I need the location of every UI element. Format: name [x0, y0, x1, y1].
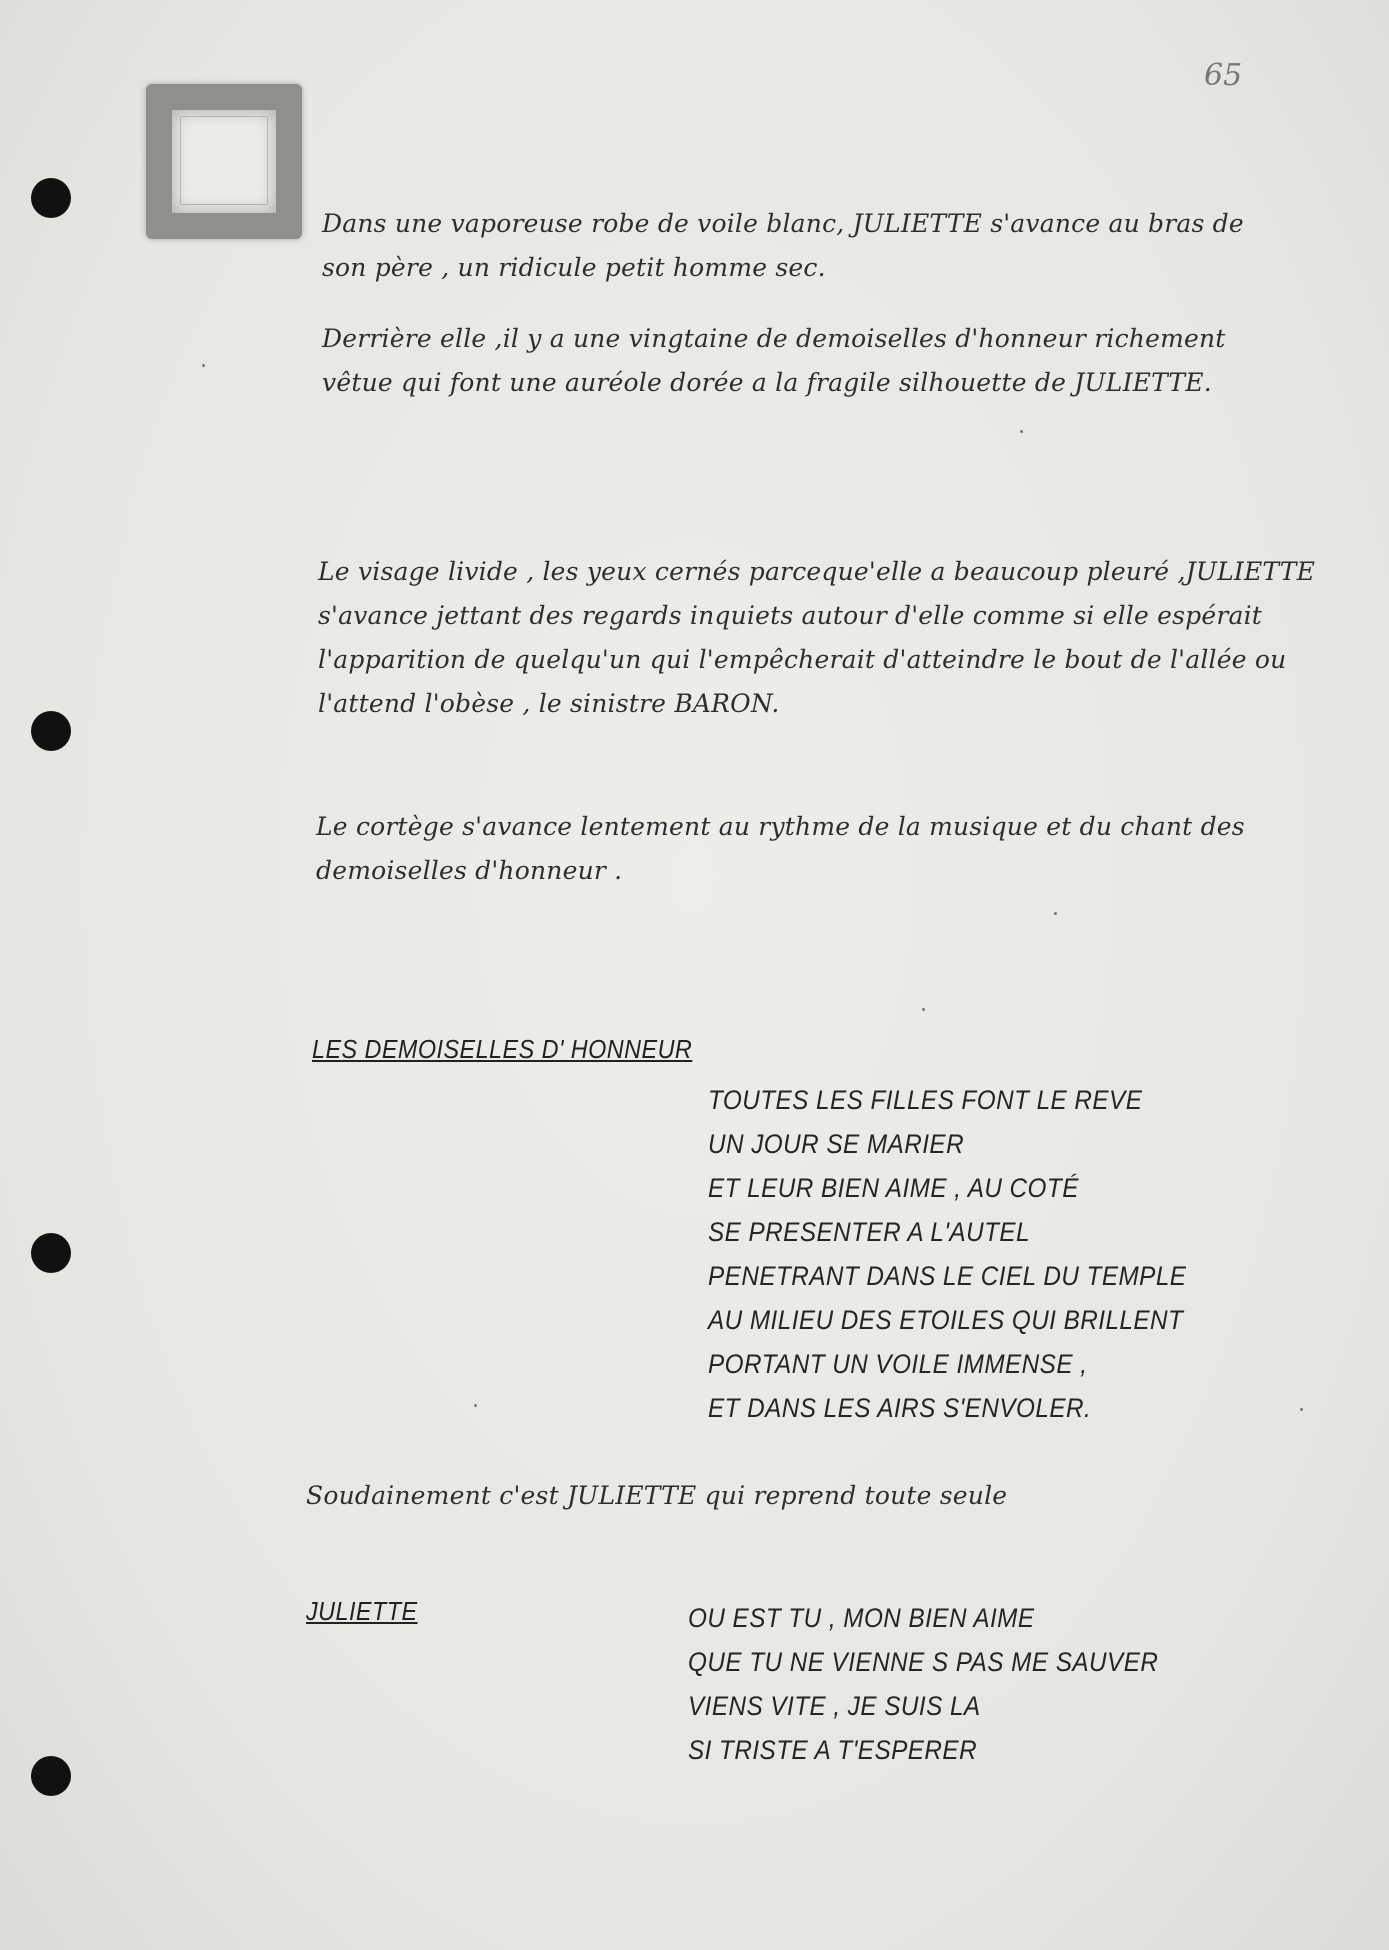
paragraph-2: Derrière elle ,il y a une vingtaine de demoiselles d'honneur richement vêtue qui font une auréole dorée a la fragile silhouette de JULIETTE. — [322, 324, 1226, 397]
lyric-line: TOUTES LES FILLES FONT LE REVE — [708, 1085, 1143, 1115]
stamp-mark — [146, 84, 302, 239]
paragraph-3: Le visage livide , les yeux cernés parceque'elle a beaucoup pleuré ,JULIETTE s'avance jettant des regards inquiets autour d'elle comme si elle espérait l'apparition de quelqu'un qui l'empêcherait d'atteindre le bout de l'allée ou l'attend l'obèse , le sinistre BARON. — [318, 557, 1316, 718]
binder-hole — [31, 178, 71, 218]
lyric-line: ET DANS LES AIRS S'ENVOLER. — [708, 1393, 1092, 1423]
binder-hole — [31, 1233, 71, 1273]
lyric-line: SE PRESENTER A L'AUTEL — [708, 1217, 1030, 1247]
lyric-line: SI TRISTE A T'ESPERER — [688, 1735, 978, 1765]
speaker-demoiselles: LES DEMOISELLES D' HONNEUR — [312, 1034, 693, 1064]
speaker-juliette: JULIETTE — [306, 1596, 418, 1626]
lyric-line: OU EST TU , MON BIEN AIME — [688, 1603, 1035, 1633]
paragraph-4: Le cortège s'avance lentement au rythme de la musique et du chant des demoiselles d'honneur . — [316, 812, 1245, 885]
lyric-line: PENETRANT DANS LE CIEL DU TEMPLE — [708, 1261, 1187, 1291]
paper-speck — [1300, 1408, 1303, 1411]
lyric-line: PORTANT UN VOILE IMMENSE , — [708, 1349, 1088, 1379]
lyric-line: UN JOUR SE MARIER — [708, 1129, 965, 1159]
lyric-line: VIENS VITE , JE SUIS LA — [688, 1691, 981, 1721]
lyric-line: QUE TU NE VIENNE S PAS ME SAUVER — [688, 1647, 1159, 1677]
lyric-line: AU MILIEU DES ETOILES QUI BRILLENT — [708, 1305, 1184, 1335]
paper-speck — [922, 1008, 925, 1011]
binder-hole — [31, 1756, 71, 1796]
song-juliette — [688, 1596, 1158, 1772]
paragraph-1: Dans une vaporeuse robe de voile blanc, JULIETTE s'avance au bras de son père , un ridicule petit homme sec. — [322, 209, 1244, 282]
paper-speck — [1020, 430, 1023, 433]
paper-speck — [202, 364, 205, 367]
song-demoiselles — [708, 1078, 1186, 1430]
binder-hole — [31, 711, 71, 751]
stamp-inner-frame — [180, 116, 268, 205]
page-number: 65 — [1204, 58, 1243, 93]
paper-speck — [474, 1404, 477, 1407]
paper-speck — [1054, 912, 1057, 915]
paragraph-5: Soudainement c'est JULIETTE qui reprend toute seule — [306, 1481, 1008, 1510]
lyric-line: ET LEUR BIEN AIME , AU COTÉ — [708, 1173, 1079, 1203]
